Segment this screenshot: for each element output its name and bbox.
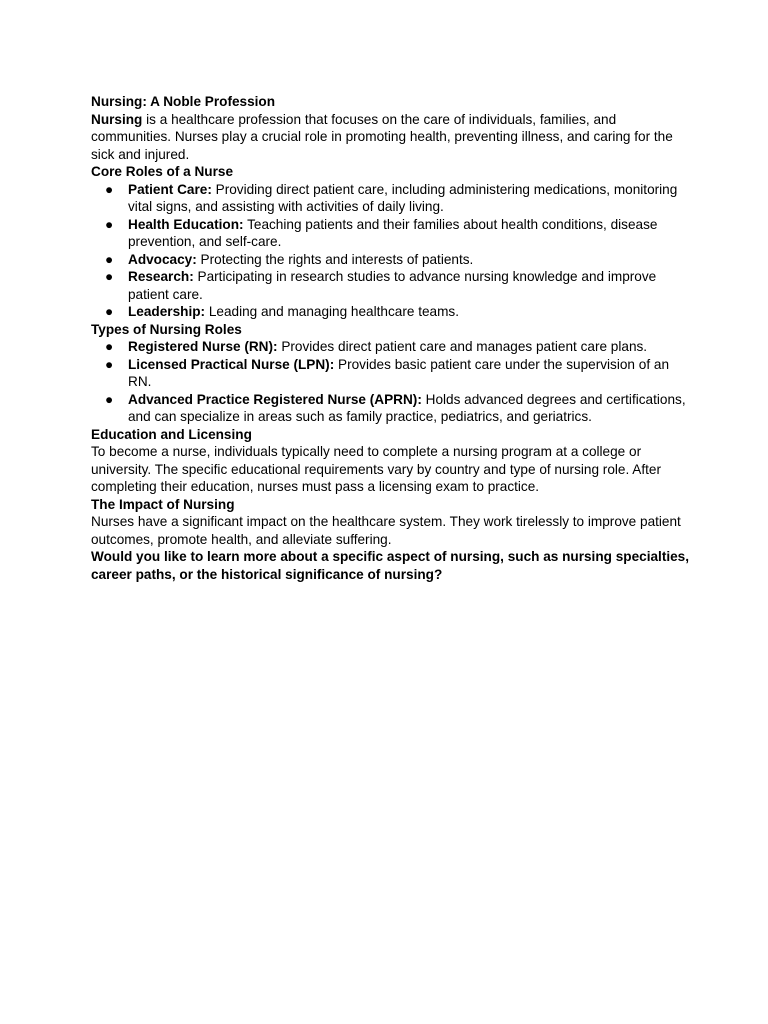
education-paragraph: To become a nurse, individuals typically need to complete a nursing program at a college or university. The specific educational requirements vary by country and type of nursing role. After completing their education, nurses must pass a licensing exam to practice.: [91, 444, 661, 494]
document-title: Nursing: A Noble Profession: [91, 94, 276, 109]
intro-term: Nursing: [91, 111, 143, 127]
closing-question: Would you like to learn more about a specific aspect of nursing, such as nursing specialties, career paths, or the historical significance of nursing?: [91, 549, 690, 582]
item-label: Advocacy:: [128, 251, 197, 267]
bullet-icon: ●: [105, 339, 114, 354]
list-item: [91, 251, 691, 269]
item-text: Teaching patients and their families about health conditions, disease prevention, and self-care.: [128, 216, 658, 249]
core-roles-heading: Core Roles of a Nurse: [91, 164, 234, 179]
item-text: Participating in research studies to advance nursing knowledge and improve patient care.: [128, 269, 657, 302]
item-label: Patient Care:: [128, 181, 212, 197]
core-roles-list: [91, 181, 691, 321]
item-text: Protecting the rights and interests of patients.: [196, 251, 474, 267]
bullet-icon: ●: [105, 356, 114, 372]
bullet-icon: ●: [105, 304, 114, 319]
impact-heading: The Impact of Nursing: [91, 496, 235, 512]
item-label: Registered Nurse (RN):: [128, 339, 278, 354]
education-heading: Education and Licensing: [91, 426, 252, 442]
list-item: [91, 268, 691, 303]
item-text: Holds advanced degrees and certifications, and can specialize in areas such as family practice, pediatrics, and geriatrics.: [128, 391, 686, 424]
bullet-icon: ●: [105, 216, 114, 232]
list-item: [91, 391, 691, 426]
bullet-icon: ●: [105, 251, 114, 267]
impact-paragraph: Nurses have a significant impact on the healthcare system. They work tirelessly to improve patient outcomes, promote health, and alleviate suffering.: [91, 514, 681, 547]
item-label: Research:: [128, 269, 194, 284]
item-text: Providing direct patient care, including administering medications, monitoring vital signs, and assisting with activities of daily living.: [128, 181, 678, 214]
types-heading: Types of Nursing Roles: [91, 321, 242, 337]
item-text: Leading and managing healthcare teams.: [205, 304, 459, 319]
bullet-icon: ●: [105, 269, 114, 284]
item-label: Health Education:: [128, 216, 244, 232]
item-label: Licensed Practical Nurse (LPN):: [128, 356, 335, 372]
list-item: [91, 181, 691, 216]
list-item: [91, 303, 691, 321]
item-label: Leadership:: [128, 304, 206, 319]
types-list: [91, 338, 691, 426]
item-text: Provides direct patient care and manages patient care plans.: [277, 339, 648, 354]
bullet-icon: ●: [105, 391, 114, 407]
item-label: Advanced Practice Registered Nurse (APRN):: [128, 391, 422, 407]
item-text: Provides basic patient care under the supervision of an RN.: [128, 356, 670, 389]
list-item: [91, 356, 691, 391]
document-body: [91, 93, 691, 583]
list-item: [91, 338, 691, 356]
list-item: [91, 216, 691, 251]
bullet-icon: ●: [105, 181, 114, 197]
intro-text: is a healthcare profession that focuses on the care of individuals, families, and communities. Nurses play a crucial role in promoting health, preventing illness, and caring for the sick and injured.: [91, 111, 673, 162]
intro-paragraph: [91, 111, 691, 164]
